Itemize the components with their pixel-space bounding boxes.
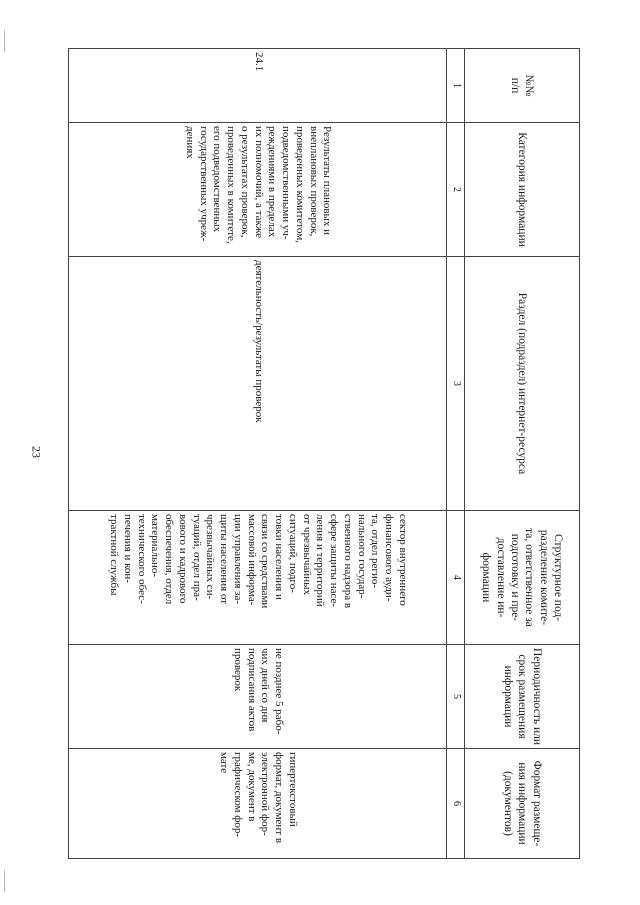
table-row <box>69 49 448 859</box>
page-number: 23 <box>29 446 44 458</box>
scan-edge-mark-bottom <box>4 870 5 892</box>
cell-format: гипертекстовый формат, документ в электронной фор- ме, документ в графическом фор- мате <box>69 749 448 859</box>
header-number: №№ п/п <box>465 49 580 123</box>
scan-edge-mark-top <box>4 30 5 52</box>
cell-department: сектор внутреннего финансового ауди- та, отдел регио- нального государ- ственного надзора в сфере защиты насе- ления и территорий от чрезвычайных ситуаций, подго- товки населения и связи со средствами массовой информа- ции управления за- щиты населения от чрезвычайных си- туаций, отдел пра- вового и кадрового обеспечения, отдел материально- технического обес- печения и кон- трактной службы <box>69 511 448 645</box>
cell-number: 24.1 <box>69 49 448 123</box>
header-period: Периодичность или срок размещения информации <box>465 645 580 749</box>
header-department: Структурное под- разделение комите- та, ответственное за подготовку и пре- доставление ин- формации <box>465 511 580 645</box>
column-number-row <box>447 49 465 859</box>
column-number: 5 <box>447 645 465 749</box>
column-number: 3 <box>447 257 465 511</box>
table-header-row <box>465 49 580 859</box>
rotated-page-content <box>68 48 580 858</box>
cell-period: не позднее 5 рабо- чих дней со дня подписания актов проверок <box>69 645 448 749</box>
column-number: 1 <box>447 49 465 123</box>
header-category: Категория информации <box>465 123 580 257</box>
cell-section: деятельность/результаты проверок <box>69 257 448 511</box>
cell-category: Результаты плановых и внеплановых проверок, проведенных комитетом, подведомственными уч- реждениями в пределах их полномочий, а также о результатах проверок, проведенных в комитете, его подведомственных государственных учреж- дениях <box>69 123 448 257</box>
header-section: Раздел (подраздел) интернет-ресурса <box>465 257 580 511</box>
column-number: 2 <box>447 123 465 257</box>
column-number: 4 <box>447 511 465 645</box>
information-table <box>68 48 580 859</box>
column-number: 6 <box>447 749 465 859</box>
header-format: Формат размеще- ния информации (документов) <box>465 749 580 859</box>
